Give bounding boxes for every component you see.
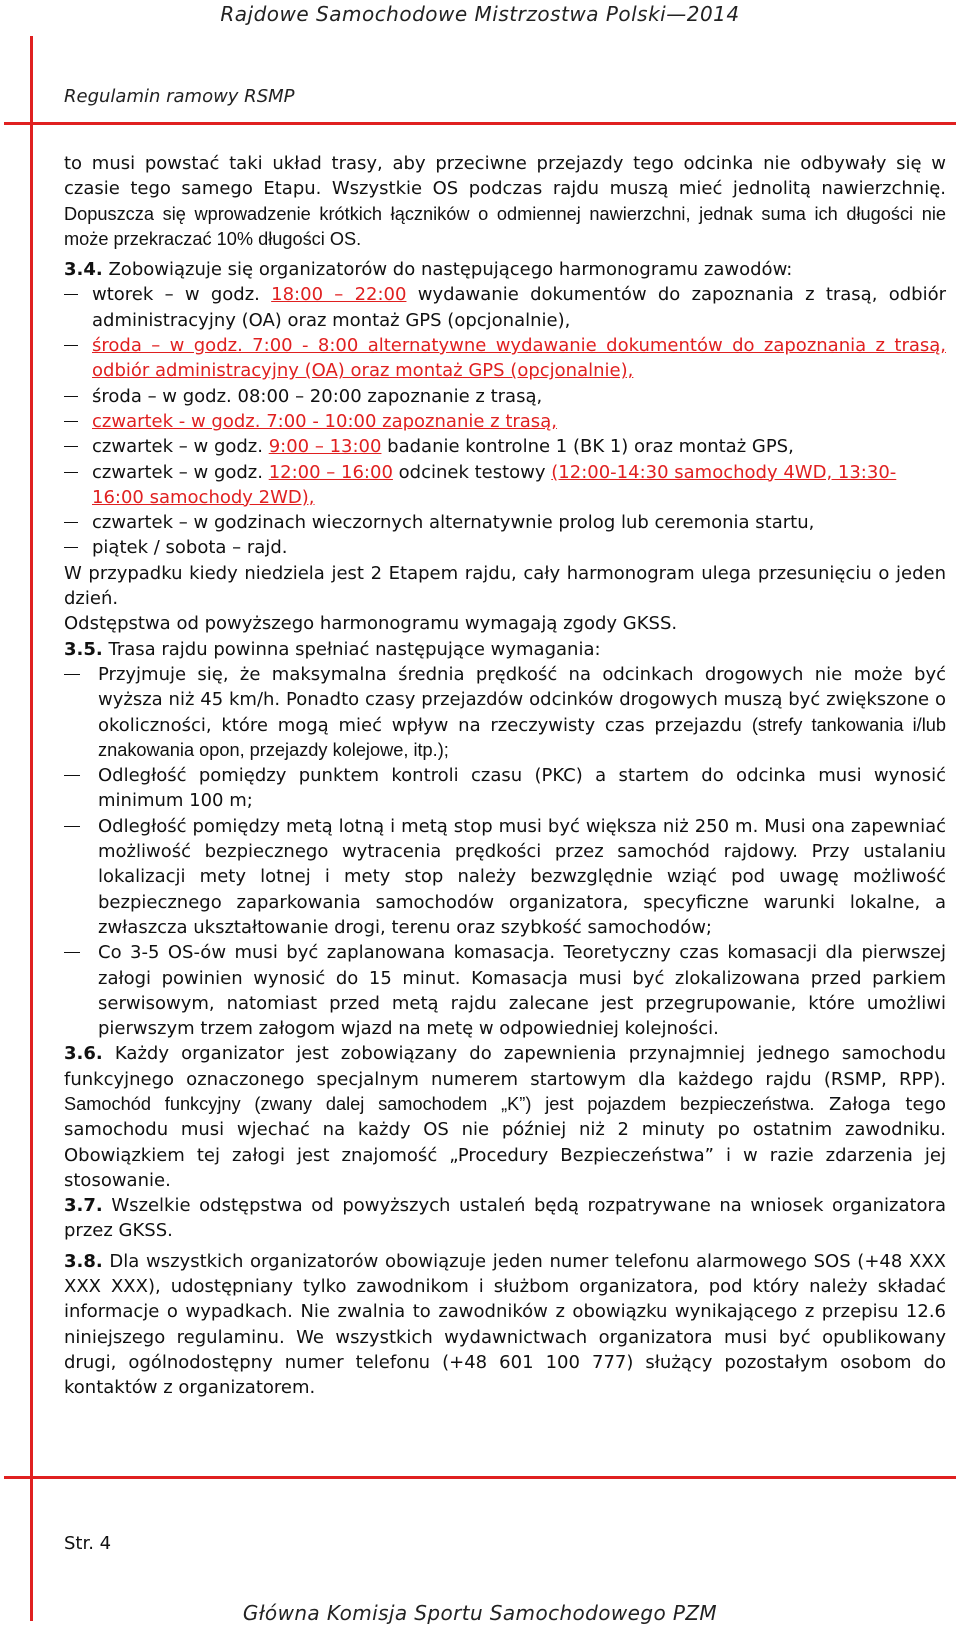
requirement-text: Przyjmuje się, że maksymalna średnia prędkość na odcinkach drogowych nie może być wyższa niż 45 km/h. Ponadto czasy przejazdów odcinków drogowych muszą być zwiększone o okoliczności, które mogą mieć wpływ na rzeczywisty czas przejazdu <box>98 663 946 736</box>
intro-text-b: Dopuszcza się wprowadzenie krótkich łączników o odmiennej nawierzchni, jednak suma ich długości nie może przekraczać 10% długości OS. <box>64 203 946 249</box>
section-text-narrow: Samochód funkcyjny (zwany dalej samochodem „K”) jest pojazdem bezpieczeństwa. <box>64 1093 815 1114</box>
section-3-4-heading <box>64 257 946 282</box>
schedule-paragraph: Odstępstwa od powyższego harmonogramu wymagają zgody GKSS. <box>64 613 678 635</box>
schedule-note: (12:00-14:30 samochody 4WD, 13:30-16:00 samochody 2WD), <box>92 461 897 508</box>
schedule-item <box>64 460 946 511</box>
schedule-day: wtorek – w godz. <box>92 284 272 306</box>
schedule-time: 9:00 – 13:00 <box>268 436 382 458</box>
red-margin-line <box>30 36 33 1621</box>
requirement-item: Odległość pomiędzy metą lotną i metą stop musi być większa niż 250 m. Musi ona zapewniać możliwość bezpiecznego wytracenia prędkości przez samochód rajdowy. Przy ustalaniu lokalizacji mety lotnej i mety stop należy bezwzględnie wziąć pod uwagę możliwość bezpiecznego zaparkowania samochodów organizatora, specyficzne warunki lokalne, a zwłaszcza ukształtowanie drogi, terenu oraz szybkość samochodów; <box>64 814 946 940</box>
section-number: 3.6. <box>64 1043 103 1065</box>
section-text: Dla wszystkich organizatorów obowiązuje jeden numer telefonu alarmowego SOS (+48 XXX XXX XXX), udostępniany tylko zawodnikom i służbom organizatora, pod który należy składać informacje o wypadkach. Nie zwalnia to zawodników z obowiązku wynikającego z przepisu 12.6 niniejszego regulaminu. We wszystkich wydawnictwach organizatora musi być opublikowany drugi, ogólnodostępny numer telefonu (+48 601 100 777) służący pozostałym osobom do kontaktów z organizatorem. <box>64 1250 946 1399</box>
schedule-item <box>64 282 946 333</box>
schedule-time: 18:00 – 22:00 <box>271 284 407 306</box>
page-number: Str. 4 <box>64 1533 112 1554</box>
document-header-title: Rajdowe Samochodowe Mistrzostwa Polski—2014 <box>220 2 740 26</box>
section-text: Załoga tego samochodu musi wjechać na każdy OS nie później niż 2 minuty po ostatnim zawodniku. Obowiązkiem tej załogi jest znajomość „Procedury Bezpieczeństwa” i w razie zdarzenia jej stosowanie. <box>64 1093 946 1191</box>
schedule-day: czwartek – w godz. <box>92 461 269 483</box>
red-header-rule <box>4 122 956 125</box>
section-number: 3.5. <box>64 638 103 660</box>
section-text: Wszelkie odstępstwa od powyższych ustaleń będą rozpatrywane na wniosek organizatora przez GKSS. <box>64 1195 946 1242</box>
requirement-item <box>64 662 946 763</box>
section-text: Każdy organizator jest zobowiązany do zapewnienia przynajmniej jednego samochodu funkcyjnego oznaczonego specjalnym numerem startowym dla każdego rajdu (RSMP, RPP). <box>64 1043 946 1090</box>
section-number: 3.4. <box>64 259 103 281</box>
requirement-item: Odległość pomiędzy punktem kontroli czasu (PKC) a startem do odcinka musi wynosić minimum 100 m; <box>64 763 946 814</box>
schedule-item: czwartek - w godz. 7:00 - 10:00 zapoznanie z trasą, <box>64 409 946 434</box>
schedule-item <box>64 434 946 459</box>
section-3-6 <box>64 1041 946 1193</box>
section-number: 3.8. <box>64 1250 103 1272</box>
section-3-8 <box>64 1249 946 1401</box>
schedule-day: czwartek – w godz. <box>92 436 269 458</box>
section-number: 3.7. <box>64 1195 103 1217</box>
schedule-item: piątek / sobota – rajd. <box>64 535 946 560</box>
requirement-item: Co 3-5 OS-ów musi być zaplanowana komasacja. Teoretyczny czas komasacji dla pierwszej załogi powinien wynosić do 15 minut. Komasacja musi być zlokalizowana przed parkiem serwisowym, natomiast przed metą rajdu zalecane jest przegrupowanie, które umożliwi pierwszym trzem załogom wjazd na metę w odpowiedniej kolejności. <box>64 940 946 1041</box>
schedule-item: środa – w godz. 7:00 - 8:00 alternatywne wydawanie dokumentów do zapoznania z trasą, odbiór administracyjny (OA) oraz montaż GPS (opcjonalnie), <box>64 333 946 384</box>
schedule-desc: odcinek testowy <box>392 461 552 483</box>
requirement-text-narrow: (strefy tankowania i/lub znakowania opon, przejazdy kolejowe, itp.); <box>98 714 946 760</box>
section-3-7 <box>64 1193 946 1244</box>
schedule-time: 12:00 – 16:00 <box>268 461 393 483</box>
intro-paragraph <box>64 151 946 252</box>
intro-text-a: to musi powstać taki układ trasy, aby przeciwne przejazdy tego odcinka nie odbywały się w czasie tego samego Etapu. Wszystkie OS podczas rajdu muszą mieć jednolitą nawierzchnię. <box>64 153 946 200</box>
schedule-paragraph: W przypadku kiedy niedziela jest 2 Etapem rajdu, cały harmonogram ulega przesunięciu o jeden dzień. <box>64 562 946 610</box>
document-subtitle: Regulamin ramowy RSMP <box>64 86 295 107</box>
schedule-desc: wydawanie dokumentów do zapoznania z trasą, odbiór administracyjny (OA) oraz montaż GPS (opcjonalnie), <box>92 284 946 331</box>
document-body <box>64 151 946 1401</box>
section-3-5-heading <box>64 637 946 662</box>
schedule-desc: badanie kontrolne 1 (BK 1) oraz montaż GPS, <box>381 436 794 458</box>
section-text: Trasa rajdu powinna spełniać następujące wymagania: <box>108 638 601 660</box>
section-text: Zobowiązuje się organizatorów do następującego harmonogramu zawodów: <box>108 259 793 281</box>
schedule-item: środa – w godz. 08:00 – 20:00 zapoznanie z trasą, <box>64 384 946 409</box>
schedule-item: czwartek – w godzinach wieczornych alternatywnie prolog lub ceremonia startu, <box>64 510 946 535</box>
red-footer-rule <box>4 1476 956 1479</box>
document-footer: Główna Komisja Sportu Samochodowego PZM <box>242 1601 718 1625</box>
